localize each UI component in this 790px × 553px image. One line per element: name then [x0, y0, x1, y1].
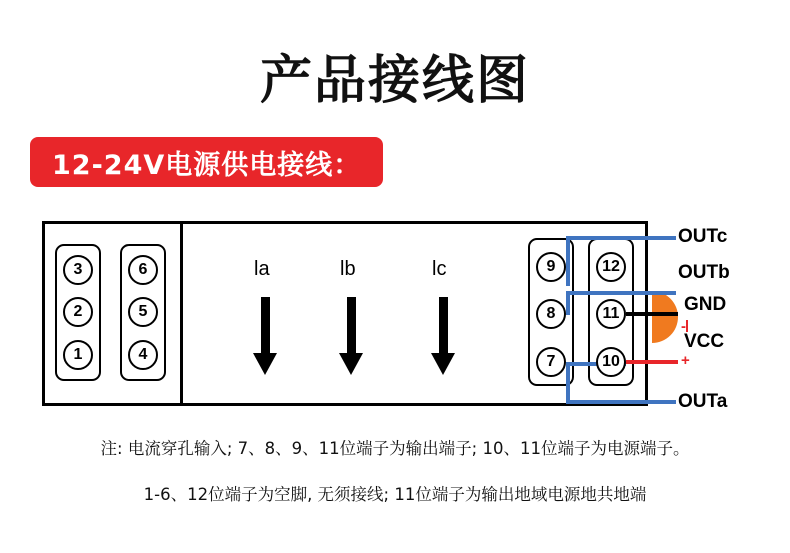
wire-gnd-horizontal	[626, 312, 678, 316]
wire-pin9-vertical	[566, 264, 570, 286]
terminal-pin-5: 5	[128, 297, 158, 327]
terminal-pin-9: 9	[536, 252, 566, 282]
wire-outa-horizontal	[566, 400, 676, 404]
label-outb: OUTb	[678, 262, 730, 283]
device-inner-divider	[180, 221, 183, 406]
terminal-pin-12: 12	[596, 252, 626, 282]
label-gnd: GND	[684, 294, 727, 315]
connector-arc	[652, 291, 678, 343]
polarity-plus: +	[681, 352, 690, 369]
label-outa: OUTa	[678, 391, 728, 412]
terminal-pin-1: 1	[63, 340, 93, 370]
wire-outb-horizontal	[566, 291, 676, 295]
current-label-lb: lb	[340, 258, 356, 280]
terminal-pin-6: 6	[128, 255, 158, 285]
wire-pin8-vertical	[566, 293, 570, 315]
current-label-la: la	[254, 258, 270, 280]
terminal-pin-8: 8	[536, 299, 566, 329]
page-title: 产品接线图	[259, 51, 530, 111]
wire-pin9-riser	[566, 236, 570, 266]
terminal-pin-2: 2	[63, 297, 93, 327]
banner-label: 12-24V电源供电接线：	[52, 149, 362, 181]
terminal-pin-3: 3	[63, 255, 93, 285]
polarity-minus: -	[681, 318, 686, 335]
wire-outa-riser	[566, 362, 570, 404]
wire-vcc-horizontal	[626, 360, 678, 364]
wire-outc-horizontal	[566, 236, 676, 240]
terminal-pin-7: 7	[536, 347, 566, 377]
current-label-lc: lc	[432, 258, 447, 280]
label-vcc: VCC	[684, 331, 725, 352]
terminal-pin-10: 10	[596, 347, 626, 377]
terminal-pin-11: 11	[596, 299, 626, 329]
note-line-1: 注: 电流穿孔输入; 7、8、9、11位端子为输出端子; 10、11位端子为电源端子。	[100, 439, 690, 458]
power-wiring-banner	[30, 137, 383, 187]
terminal-pin-4: 4	[128, 340, 158, 370]
label-outc: OUTc	[678, 226, 728, 247]
note-line-2: 1-6、12位端子为空脚, 无须接线; 11位端子为输出地域电源地共地端	[143, 485, 647, 504]
